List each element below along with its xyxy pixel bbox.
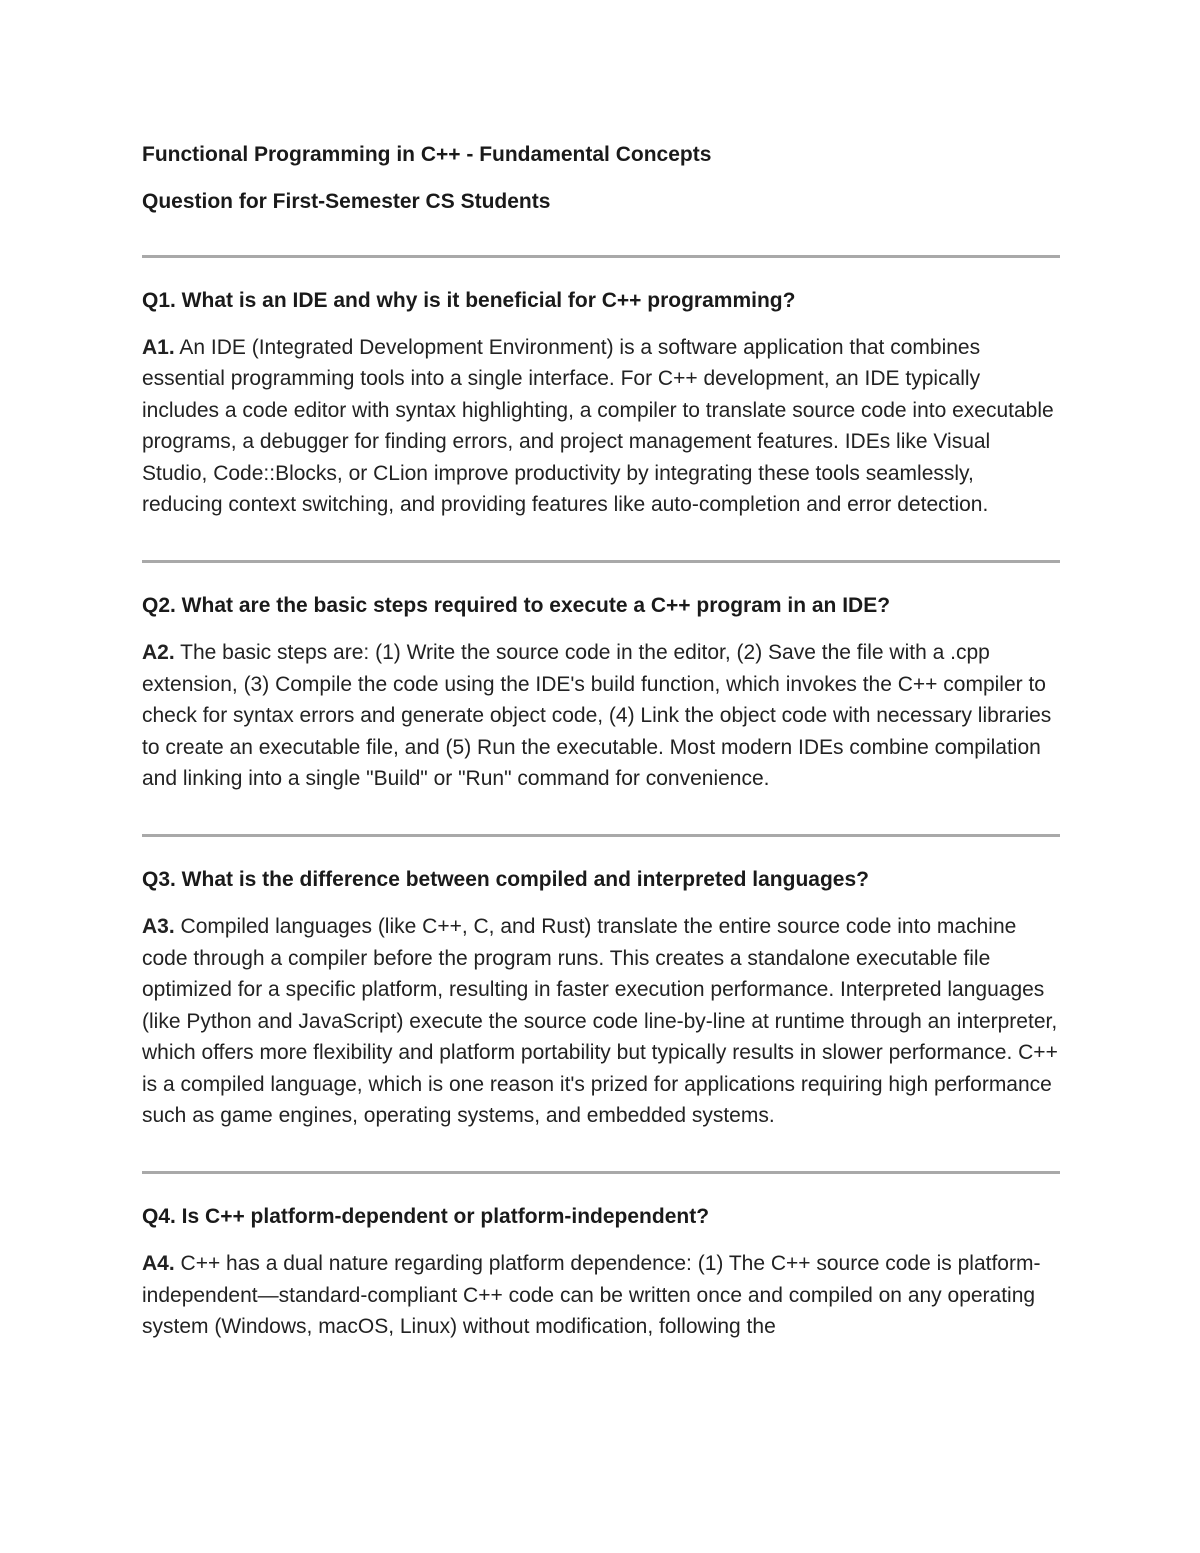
question-3: Q3. What is the difference between compiled and interpreted languages? [142, 868, 869, 892]
answer-label-1: A1. [142, 336, 175, 359]
document-page [142, 140, 1060, 1343]
qa-item-4 [142, 1202, 1060, 1342]
answer-4 [142, 1248, 1060, 1342]
answer-text-4: C++ has a dual nature regarding platform dependence: (1) The C++ source code is platform-independent—standard-compliant C++ code can be written once and compiled on any operating system (Windows, macOS, Linux) without modification, following the [142, 1252, 1041, 1339]
question-4: Q4. Is C++ platform-dependent or platform-independent? [142, 1205, 710, 1229]
question-2: Q2. What are the basic steps required to execute a C++ program in an IDE? [142, 594, 891, 618]
answer-label-3: A3. [142, 915, 175, 939]
question-1: Q1. What is an IDE and why is it beneficial for C++ programming? [142, 289, 796, 312]
answer-label-2: A2. [142, 641, 175, 665]
section-divider [142, 834, 1060, 837]
qa-item-2 [142, 591, 1060, 794]
section-divider [142, 560, 1060, 563]
answer-3 [142, 911, 1060, 1131]
section-divider [142, 1171, 1060, 1174]
answer-text-1: An IDE (Integrated Development Environment) is a software application that combines essential programming tools into a single interface. For C++ development, an IDE typically includes a code editor with syntax highlighting, a compiler to translate source code into executable programs, a debugger for finding errors, and project management features. IDEs like Visual Studio, Code::Blocks, or CLion improve productivity by integrating these tools seamlessly, reducing context switching, and providing features like auto-completion and error detection. [142, 336, 1054, 517]
answer-2 [142, 637, 1060, 794]
qa-item-3 [142, 865, 1060, 1131]
section-divider [142, 255, 1060, 258]
answer-1 [142, 332, 1060, 520]
answer-label-4: A4. [142, 1252, 175, 1276]
answer-text-3: Compiled languages (like C++, C, and Rust) translate the entire source code into machine code through a compiler before the program runs. This creates a standalone executable file optimized for a specific platform, resulting in faster execution performance. Interpreted languages (like Python and JavaScript) execute the source code line-by-line at runtime through an interpreter, which offers more flexibility and platform portability but typically results in slower performance. C++ is a compiled language, which is one reason it's prized for applications requiring high performance such as game engines, operating systems, and embedded systems. [142, 915, 1058, 1127]
document-title: Functional Programming in C++ - Fundamental Concepts [142, 143, 712, 166]
answer-text-2: The basic steps are: (1) Write the source code in the editor, (2) Save the file with a .cpp extension, (3) Compile the code using the IDE's build function, which invokes the C++ compiler to check for syntax errors and generate object code, (4) Link the object code with necessary libraries to create an executable file, and (5) Run the executable. Most modern IDEs combine compilation and linking into a single "Build" or "Run" command for convenience. [142, 641, 1052, 791]
qa-item-1 [142, 286, 1060, 520]
document-subtitle: Question for First-Semester CS Students [142, 190, 551, 213]
